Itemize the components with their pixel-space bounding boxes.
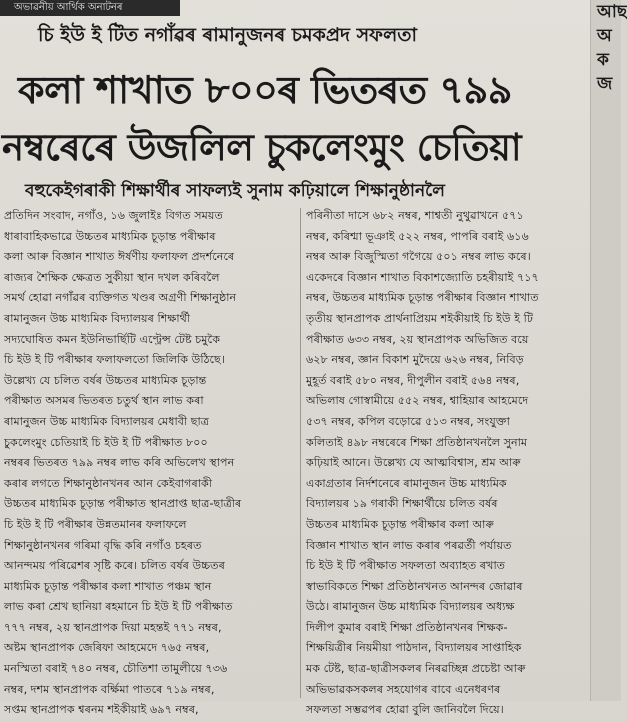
article-line: ৰাজ্যৰ শৈক্ষিক ক্ষেত্ৰত সুকীয়া স্থান দখল কৰিবলৈ [4, 270, 220, 284]
article-line: সপ্তম স্থানপ্ৰাপক শ্বৰনম শইকীয়াই ৬৯৭ নম্বৰ, [4, 703, 199, 717]
column-divider [300, 208, 301, 698]
article-line: মাধ্যমিক চূড়ান্ত পৰীক্ষাৰ কলা শাখাত পঞ্চম স্থান [4, 579, 212, 593]
article-line: স্বাভাবিকতে শিক্ষা প্ৰতিষ্ঠানখনত আনন্দৰ জোৱাৰ [306, 579, 523, 593]
side-fragment-text: আছ [597, 2, 627, 22]
side-fragment-text: ক [597, 50, 609, 70]
article-line: কৰাৰ লগতে শিক্ষানুষ্ঠানখনৰ আন কেইবাগৰাকী [4, 476, 213, 490]
article-line: অষ্টম স্থানপ্ৰাপক জেৰিফা আহমেদে ৭৬৫ নম্বৰ, [4, 641, 210, 655]
headline-line-1: কলা শাখাত ৮০০ৰ ভিতৰত ৭৯৯ [18, 68, 512, 112]
article-line: দিলীপ কুমাৰ বৰাই শিক্ষা প্ৰতিষ্ঠানখনৰ শিক্ষক- [306, 620, 508, 634]
article-line: শিক্ষানুষ্ঠানখনৰ গৰিমা বৃদ্ধি কৰি নগাঁও চহৰত [4, 538, 202, 552]
article-line: সমৰ্থ হোৱা নগাঁৱৰ ব্যক্তিগত খণ্ডৰ অগ্ৰণী শিক্ষানুষ্ঠান [4, 291, 237, 305]
article-line: ৭৭৭ নম্বৰ, ২য় স্থানপ্ৰাপক দিয়া মহন্তই ৭৭১ নম্বৰ, [4, 620, 222, 634]
kicker: চি ইউ ই টিত নগাঁৱৰ ৰামানুজনৰ চমকপ্ৰদ সফলতা [38, 24, 417, 46]
article-line: একেদৰে বিজ্ঞান শাখাত বিকাশজ্যোতি চহৰীয়াই ৭১৭ [306, 270, 539, 284]
article-line: ৰামানুজন উচ্চ মাধ্যমিক বিদ্যালয়ৰ শিক্ষাৰ্থী [4, 311, 191, 325]
article-line: নম্বৰ আৰু বিজুস্মিতা গগৈয়ে ৫০১ নম্বৰ লাভ কৰে। [306, 250, 531, 264]
article-line: উল্লেখ্য যে চলিত বৰ্ষৰ উচ্চতৰ মাধ্যমিক চূড়ান্ত [4, 373, 207, 387]
article-line: কলা আৰু বিজ্ঞান শাখাত ঈৰ্ষণীয় ফলাফল প্ৰদৰ্শনেৰে [4, 250, 235, 264]
article-line: পৰিনীতা দাসে ৬৮২ নম্বৰ, শাশ্বতী নুথুৱাখনে ৫৭১ [306, 209, 524, 222]
article-line: চুকলেংমুং চেতিয়াই চি ইউ ই টি পৰীক্ষাত ৮০০ [4, 435, 208, 449]
article-right-column [306, 206, 588, 717]
article-line: তৃতীয় স্থানপ্ৰাপক প্ৰাৰ্থনাপ্ৰিয়ম শইকীয়াই চি ইউ ই টি [306, 311, 533, 325]
article-line: প্ৰতিদিন সংবাদ, নগাঁও, ১৬ জুলাইঃ বিগত সময়ত [4, 209, 223, 222]
article-line: শিক্ষয়িত্ৰীৰ নিয়মীয়া পাঠদান, বিদ্যালয়ৰ সাপ্তাহিক [306, 641, 522, 655]
article-line: নম্বৰ, উচ্চতৰ মাধ্যমিক চূড়ান্ত পৰীক্ষাৰ বিজ্ঞান শাখাত [306, 291, 539, 305]
article-line: কঢ়িয়াই আনে। উল্লেখ্য যে আত্মবিশ্বাস, শ্ৰম আৰু [306, 456, 521, 470]
article-line: উঠে। ৰামানুজন উচ্চ মাধ্যমিক বিদ্যালয়ৰ অধ্যক্ষ [306, 600, 515, 614]
article-line: নম্বৰৰ ভিতৰত ৭৯৯ নম্বৰ লাভ কৰি অভিলেখ স্থাপন [4, 456, 235, 470]
article-line: চি ইউ ই টি পৰীক্ষাৰ উন্নতমানৰ ফলাফলে [4, 517, 187, 531]
adjacent-article-fragment [590, 0, 627, 701]
article-line: আনন্দময় পৰিৱেশৰ সৃষ্টি কৰে। চলিত বৰ্ষৰ উচ্চতৰ [4, 559, 225, 573]
side-fragment-text: জ [597, 74, 613, 94]
article-line: অভিলাষ গোস্বামীয়ে ৫৫২ নম্বৰ, শ্বাহিয়াৰ আহমেদে [306, 394, 529, 408]
headline-line-2: নম্বৰেৰে উজলিল চুকলেংমুং চেতিয়া [2, 126, 522, 169]
article-line: মনস্মিতা বৰাই ৭৪০ নম্বৰ, চৌতিশা তামুলীয়ে ৭৩৬ [4, 662, 228, 676]
article-line: সফলতা সম্ভৱপৰ হোৱা বুলি জানিবলৈ দিয়ে। [306, 703, 504, 717]
article-line: নম্বৰ, কৰিশ্মা ভূঞাই ৫২২ নম্বৰ, পাপৰি বৰাই ৬১৬ [306, 229, 529, 243]
subheadline: বহুকেইগৰাকী শিক্ষাৰ্থীৰ সাফল্যই সুনাম কঢ়িয়ালে শিক্ষানুষ্ঠানলৈ [25, 181, 445, 201]
article-line: নম্বৰ, দশম স্থানপ্ৰাপক বৰ্ক্ষিমা পাতৰে ৭১৯ নম্বৰ, [4, 682, 215, 696]
article-line: অভিভাৱকসকলৰ সহযোগৰ বাবে এনেধৰণৰ [306, 682, 501, 696]
side-fragment-text: অ [597, 26, 612, 46]
article-line: চি ইউ ই টি পৰীক্ষাত সফলতা অব্যাহত ৰখাত [306, 559, 506, 573]
article-line: ৬২৮ নম্বৰ, জ্ঞান বিকাশ মুদৈয়ে ৬২৬ নম্বৰ, নিবিড় [306, 353, 524, 367]
article-line: মক টেষ্ট, ছাত্ৰ-ছাত্ৰীসকলৰ নিৰৱচ্ছিন্ন প্ৰচেষ্টা আৰু [306, 662, 526, 676]
article-line: লাভ কৰা শ্ৰেখ ছানিয়া ৰহমানে চি ইউ ই টি পৰীক্ষাত [4, 600, 233, 614]
article-line: সদ্যঘোষিত কমন ইউনিভাৰ্ছিটি এণ্ট্ৰেন্স টেষ্ট চমুকৈ [4, 332, 221, 346]
top-strip: অভাৱনীয় আৰ্থিক অনাটনৰ [0, 0, 180, 16]
article-line: কলিতাই ৪৯৮ নম্বৰেৰে শিক্ষা প্ৰতিষ্ঠানখনলৈ সুনাম [306, 435, 528, 449]
article-line: একাগ্ৰতাৰ নিৰ্দশনেৰে ৰামানুজন উচ্চ মাধ্যমিক [306, 476, 507, 490]
article-line: উচ্চতৰ মাধ্যমিক চূড়ান্ত পৰীক্ষাৰ কলা আৰু [306, 517, 494, 531]
article-line: পৰীক্ষাত ৬৩৩ নম্বৰ, ২য় স্থানপ্ৰাপক অভিজিত বয়ে [306, 332, 529, 346]
article-line: ৫৩৭ নম্বৰ, কপিল বড়োৱে ৫১৩ নম্বৰ, সংযুক্তা [306, 414, 510, 428]
article-line: বিজ্ঞান শাখাত স্থান লাভ কৰাৰ পৰৱৰ্তী পৰ্যায়ত [306, 538, 512, 552]
article-line: চি ইউ ই টি পৰীক্ষাৰ ফলাফলতো জিলিকি উঠিছে। [4, 353, 225, 367]
article-line: পৰীক্ষাত অসমৰ ভিতৰত চতুৰ্থ স্থান লাভ কৰা [4, 394, 204, 408]
article-line: মুহূৰ্ত বৰাই ৫৮০ নম্বৰ, দীপুলীন বৰাই ৫৬৪ নম্বৰ, [306, 373, 520, 387]
article-left-column [4, 206, 298, 717]
article-line: উচ্চতৰ মাধ্যমিক চূড়ান্ত পৰীক্ষাত স্থানপ্ৰাপ্ত ছাত্ৰ-ছাত্ৰীৰ [4, 497, 242, 511]
article-line: ৰামানুজন উচ্চ মাধ্যমিক বিদ্যালয়ৰ মেধাবী ছাত্ৰ [4, 414, 209, 428]
article-line: বিদ্যালয়ৰ ১৯ গৰাকী শিক্ষাৰ্থীয়ে চলিত বৰ্ষৰ [306, 497, 498, 511]
article-line: ধাৰাবাহিকভাৱে উচ্চতৰ মাধ্যমিক চূড়ান্ত পৰীক্ষাৰ [4, 229, 216, 243]
